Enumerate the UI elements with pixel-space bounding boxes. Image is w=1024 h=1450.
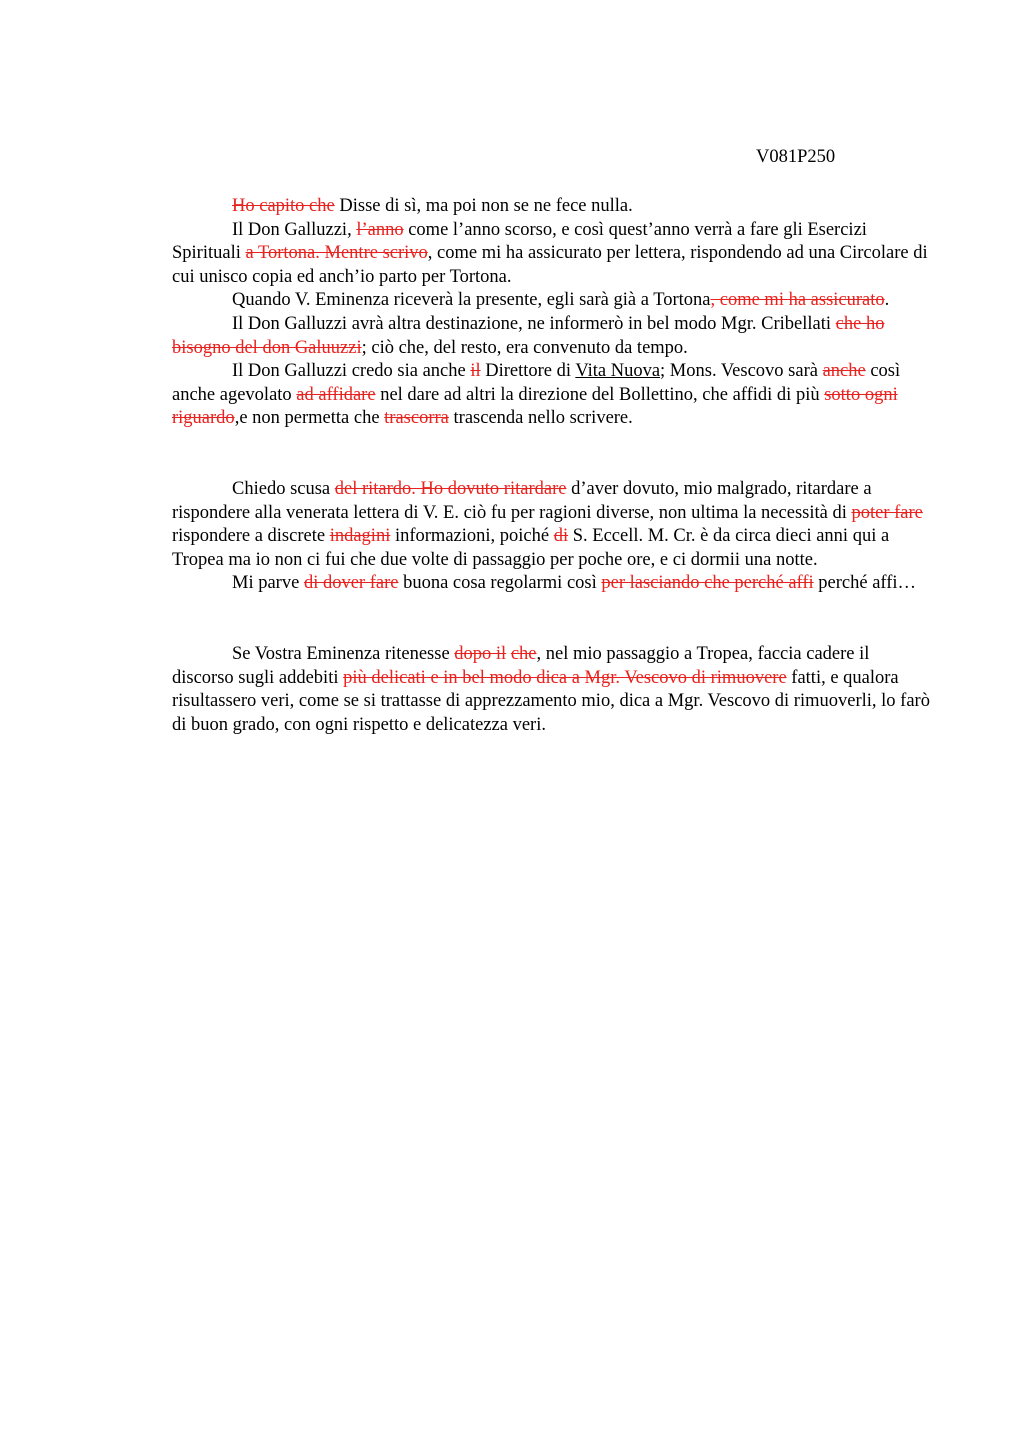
text-run: buona cosa regolarmi così [398, 573, 602, 594]
text-run: , nel mio passaggio a Tropea, faccia cadere il discorso sugli addebiti [172, 643, 870, 688]
text-run: Il Don Galluzzi, [232, 219, 357, 240]
deleted-text: per lasciando che perché affi [601, 573, 814, 594]
paragraph-3 [172, 289, 932, 313]
text-run: perché affi… [813, 573, 917, 594]
text-run: nel dare ad altri la direzione del Bollettino, che affidi di più [375, 384, 825, 405]
text-run: Il Don Galluzzi credo sia anche [232, 361, 471, 382]
paragraph-7 [172, 572, 932, 596]
deleted-text: di dover fare [303, 573, 399, 594]
deleted-text: anche [822, 361, 866, 382]
text-run: Se Vostra Eminenza ritenesse [232, 643, 455, 664]
deleted-text: che ho bisogno del don Galuuzzi [172, 313, 885, 358]
paragraph-8 [172, 643, 932, 737]
text-run: trascenda nello scrivere. [448, 408, 633, 429]
deleted-text: a Tortona. Mentre scrivo [245, 243, 428, 264]
text-run: fatti, e qualora risultassero veri, come se si trattasse di apprezzamento mio, dica a Mgr. Vescovo di rimuoverli, lo farò di buon grado, con ogni rispetto e delicatezza veri. [172, 667, 930, 735]
paragraph-6 [172, 478, 932, 572]
text-run: d’aver dovuto, mio malgrado, ritardare a rispondere alla venerata lettera di V. E. ciò fu per ragioni diverse, non ultima la necessità di [172, 478, 872, 523]
paragraph-1 [172, 195, 932, 219]
text-run: S. Eccell. M. Cr. è da circa dieci anni qui a Tropea ma io non ci fui che due volte di passaggio per poche ore, e ci dormii una notte. [172, 526, 890, 570]
letter-body [172, 195, 932, 737]
deleted-text: più delicati e in bel modo dica a Mgr. Vescovo di rimuovere [343, 667, 787, 688]
text-run: come l’anno scorso, e così quest’anno verrà a fare gli Esercizi Spirituali [172, 219, 867, 264]
text-run: così anche agevolato [172, 361, 901, 405]
deleted-text: il [470, 361, 481, 382]
text-run: . [884, 290, 890, 311]
text-run: Direttore di [480, 361, 576, 382]
section-gap [172, 431, 932, 478]
underlined-title: Vita Nuova [575, 361, 661, 382]
deleted-text: indagini [329, 526, 391, 547]
page-identifier: V081P250 [756, 147, 836, 167]
paragraph-4 [172, 313, 932, 360]
deleted-text: dopo il [454, 643, 507, 664]
text-run: informazioni, poiché [390, 526, 554, 547]
deleted-text: l’anno [356, 219, 404, 240]
text-run: Disse di sì, ma poi non se ne fece nulla. [334, 196, 633, 216]
section-gap [172, 596, 932, 643]
deleted-text: poter fare [851, 502, 923, 523]
deleted-text: del ritardo. Ho dovuto ritardare [334, 478, 567, 499]
text-run: rispondere a discrete [172, 526, 330, 547]
deleted-text: che [510, 643, 537, 664]
text-run: Chiedo scusa [232, 478, 335, 499]
text-run: ,e non permetta che [234, 408, 385, 429]
deleted-text: di [553, 526, 569, 547]
text-run: Quando V. Eminenza riceverà la presente, egli sarà già a Tortona [232, 290, 711, 311]
deleted-text: sotto ogni riguardo [172, 384, 898, 429]
deleted-text: ad affidare [296, 384, 376, 405]
deleted-text: Ho capito che [232, 196, 335, 216]
text-run: Mi parve [232, 573, 304, 594]
text-run: Il Don Galluzzi avrà altra destinazione, ne informerò in bel modo Mgr. Cribellati [232, 313, 836, 334]
deleted-text: trascorra [384, 408, 449, 429]
paragraph-2 [172, 219, 932, 290]
text-run: , come mi ha assicurato per lettera, rispondendo ad una Circolare di cui unisco copia ed anch’io parto per Tortona. [172, 243, 928, 287]
deleted-text: , come mi ha assicurato [710, 290, 885, 311]
text-run: ; ciò che, del resto, era convenuto da tempo. [361, 337, 688, 358]
paragraph-5 [172, 360, 932, 431]
text-run: ; Mons. Vescovo sarà [660, 361, 823, 382]
